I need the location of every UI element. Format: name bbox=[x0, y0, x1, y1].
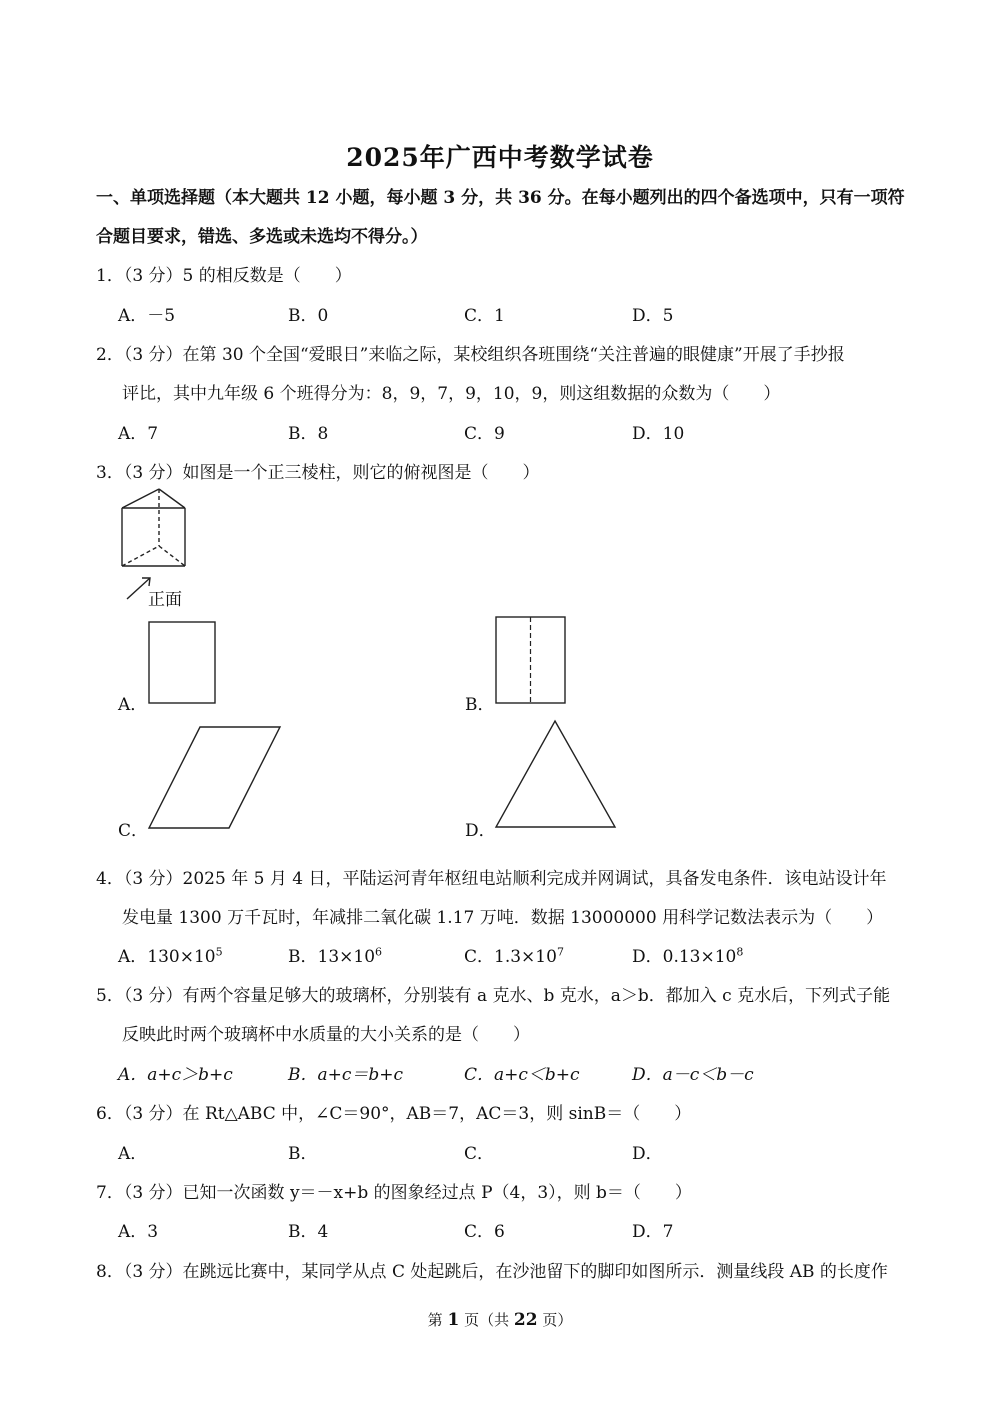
q4-option-c: C．$1.3\times 10^7$ bbox=[464, 945, 564, 967]
q5-option-c: C．a+c＜b+c bbox=[464, 1065, 580, 1085]
q3-option-b-label: B． bbox=[465, 695, 495, 715]
q6-option-b: B． bbox=[288, 1144, 318, 1164]
q6-option-c: C． bbox=[464, 1144, 495, 1164]
q2-option-c: C．9 bbox=[464, 424, 505, 444]
q7-option-c: C．6 bbox=[464, 1222, 505, 1242]
prism-top-right-edge bbox=[159, 489, 185, 508]
question-4-stem-line2: 发电量 1300 万千瓦时，年减排二氧化碳 1.17 万吨．数据 13000000 用科学记数法表示为（ ） bbox=[122, 908, 884, 928]
q5-option-a: A．a+c＞b+c bbox=[118, 1065, 233, 1085]
q1-option-a: A．－5 bbox=[118, 306, 176, 326]
page-title: 2025年广西中考数学试卷 bbox=[346, 143, 654, 172]
question-5-stem-line2: 反映此时两个玻璃杯中水质量的大小关系的是（ ） bbox=[122, 1025, 530, 1045]
front-direction-arrow bbox=[127, 578, 150, 599]
prism-hidden-bottom-right-edge bbox=[159, 546, 185, 566]
question-8-stem: 8．（3 分）在跳远比赛中，某同学从点 C 处起跳后，在沙池留下的脚印如图所示．测量线段 AB 的长度作 bbox=[96, 1262, 888, 1282]
q7-option-b: B．4 bbox=[288, 1222, 329, 1242]
q2-option-d: D．10 bbox=[632, 424, 685, 444]
q3-option-c-label: C． bbox=[118, 821, 149, 841]
section-heading-line2: 合题目要求，错选、多选或未选均不得分。） bbox=[96, 227, 428, 247]
q7-option-d: D．7 bbox=[632, 1222, 674, 1242]
q5-option-d: D．a－c＜b－c bbox=[632, 1065, 754, 1085]
q3-option-d-triangle bbox=[492, 716, 622, 832]
q3-option-c-parallelogram bbox=[145, 722, 285, 832]
question-4-stem-line1: 4．（3 分）2025 年 5 月 4 日，平陆运河青年枢纽电站顺利完成并网调试，具备发电条件．该电站设计年 bbox=[96, 869, 887, 889]
q7-option-a: A．3 bbox=[118, 1222, 159, 1242]
q1-option-d: D．5 bbox=[632, 306, 674, 326]
q3-option-d-label: D． bbox=[465, 821, 496, 841]
q5-option-b: B．a+c＝b+c bbox=[288, 1065, 404, 1085]
question-1-stem: 1．（3 分）5 的相反数是（ ） bbox=[96, 266, 352, 286]
q2-option-a: A．7 bbox=[118, 424, 159, 444]
prism-top-left-edge bbox=[122, 489, 159, 508]
q4-option-b: B．$13\times 10^6$ bbox=[288, 945, 383, 967]
q2-option-b: B．8 bbox=[288, 424, 329, 444]
q6-option-d: D． bbox=[632, 1144, 663, 1164]
q3-option-a-rectangle bbox=[145, 618, 220, 708]
current-page-number: 1 bbox=[447, 1310, 460, 1330]
front-label: 正面 bbox=[148, 590, 182, 610]
q1-option-c: C．1 bbox=[464, 306, 505, 326]
question-7-stem: 7．（3 分）已知一次函数 y＝－x+b 的图象经过点 P（4，3），则 b＝（ ） bbox=[96, 1183, 692, 1203]
question-5-stem-line1: 5．（3 分）有两个容量足够大的玻璃杯，分别装有 a 克水、b 克水，a＞b．都加入 c 克水后，下列式子能 bbox=[96, 986, 891, 1006]
q4-option-d: D．$0.13\times 10^8$ bbox=[632, 945, 744, 967]
total-page-count: 22 bbox=[513, 1310, 538, 1330]
question-2-stem-line1: 2．（3 分）在第 30 个全国“爱眼日”来临之际，某校组织各班围绕“关注普遍的眼健康”开展了手抄报 bbox=[96, 345, 845, 365]
q1-option-b: B．0 bbox=[288, 306, 329, 326]
question-2-stem-line2: 评比，其中九年级 6 个班得分为：8，9，7，9，10，9，则这组数据的众数为（ ） bbox=[122, 384, 781, 404]
q3-option-a-label: A． bbox=[118, 695, 148, 715]
question-6-stem: 6．（3 分）在 Rt△ABC 中，∠C＝90°，AB＝7，AC＝3，则 sinB＝（ ） bbox=[96, 1104, 692, 1124]
section-heading-line1: 一、单项选择题（本大题共 12 小题，每小题 3 分，共 36 分。在每小题列出的四个备选项中，只有一项符 bbox=[96, 188, 905, 208]
q6-option-a: A． bbox=[118, 1144, 148, 1164]
question-3-stem: 3．（3 分）如图是一个正三棱柱，则它的俯视图是（ ） bbox=[96, 463, 540, 483]
q4-option-a: A．$130\times 10^5$ bbox=[118, 945, 223, 967]
page-footer: 第 1 页（共 22 页） bbox=[427, 1310, 573, 1330]
q3-option-b-rectangle-dashed bbox=[492, 613, 570, 708]
prism-hidden-bottom-left-edge bbox=[122, 546, 159, 566]
